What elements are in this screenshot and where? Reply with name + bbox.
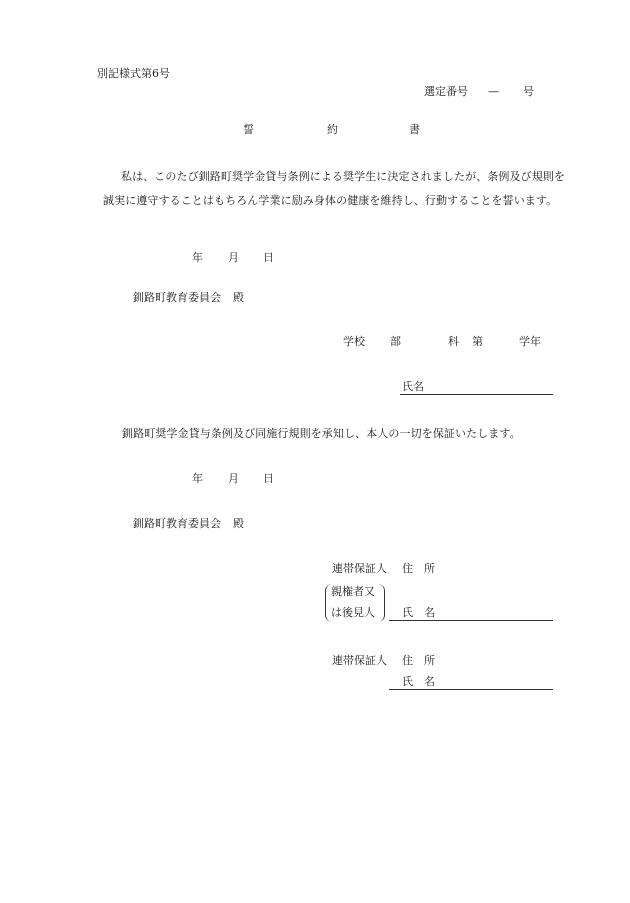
guarantor-1-label: 連帯保証人 (332, 562, 387, 575)
guarantor-2-name-field[interactable] (389, 676, 553, 690)
selection-number (424, 86, 534, 97)
addressee-name: 釧路町教育委員会 (133, 517, 221, 530)
addressee-1 (133, 292, 244, 303)
date-day: 日 (263, 251, 274, 264)
pledge-body: 私は、このたび釧路町奨学金貸与条例による奨学生に決定されましたが、条例及び規則を誠実に遵守することはもちろん学業に励み身体の健康を維持し、行動することを誓います。 (103, 170, 565, 207)
guarantor-2-address-label: 住 所 (402, 654, 435, 667)
dept-label: 部 (390, 335, 401, 348)
title-char-3: 書 (409, 123, 420, 136)
selection-number-label: 選定番号 (424, 85, 468, 98)
date-line-2 (0, 473, 630, 487)
guarantor-1-name-field[interactable] (389, 607, 553, 621)
date-year: 年 (192, 251, 203, 264)
grade-label: 学年 (519, 335, 541, 348)
student-name-label: 氏名 (402, 380, 424, 393)
guarantor-2-name-label: 氏 名 (402, 675, 435, 688)
form-id: 別記様式第6号 (97, 67, 170, 80)
addressee-2 (133, 518, 244, 529)
addressee-honorific: 殿 (233, 291, 244, 304)
addressee-honorific: 殿 (233, 517, 244, 530)
title-char-1: 誓 (243, 123, 254, 136)
guarantor-2-label: 連帯保証人 (332, 654, 387, 667)
date-month: 月 (228, 251, 239, 264)
selection-number-dash: — (488, 85, 499, 98)
guardian-note-line-2: は後見人 (331, 606, 375, 619)
date-month: 月 (228, 472, 239, 485)
ordinal-label: 第 (472, 335, 483, 348)
title-char-2: 約 (327, 123, 338, 136)
guarantor-1-name-label: 氏 名 (402, 606, 435, 619)
course-label: 科 (448, 335, 459, 348)
date-year: 年 (192, 472, 203, 485)
guarantee-statement: 釧路町奨学金貸与条例及び同施行規則を承知し、本人の一切を保証いたします。 (122, 427, 521, 440)
school-label: 学校 (343, 335, 365, 348)
school-row (0, 336, 630, 350)
guarantor-1-address-label: 住 所 (402, 562, 435, 575)
addressee-name: 釧路町教育委員会 (133, 291, 221, 304)
selection-number-suffix: 号 (523, 85, 534, 98)
date-day: 日 (263, 472, 274, 485)
student-name-field[interactable] (400, 381, 553, 395)
guardian-note-line-1: 親権者又 (331, 585, 375, 598)
date-line-1 (0, 252, 630, 266)
